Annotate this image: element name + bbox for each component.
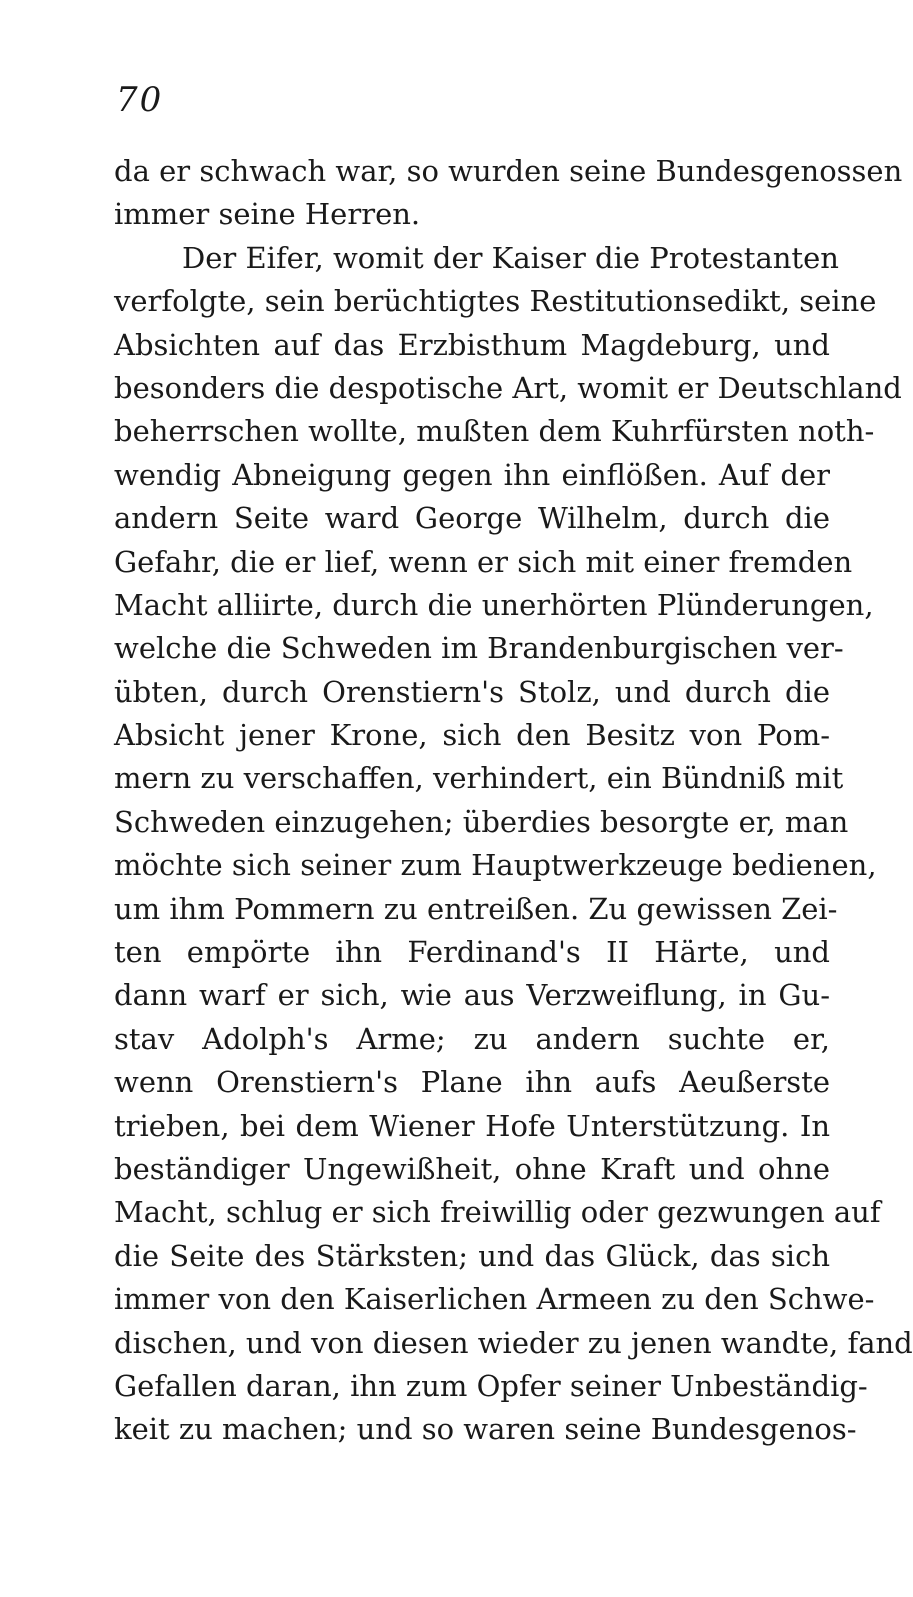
text-line: immer von den Kaiserlichen Armeen zu den Schwe- — [114, 1282, 875, 1317]
text-line: ten empörte ihn Ferdinand's II Härte, und — [114, 935, 830, 970]
body-text — [114, 150, 913, 1452]
text-line: dischen, und von diesen wieder zu jenen wandte, fand — [114, 1325, 913, 1360]
text-line: Der Eifer, womit der Kaiser die Protestanten — [182, 240, 839, 275]
text-line: Absicht jener Krone, sich den Besitz von Pom- — [114, 718, 830, 753]
text-line: da er schwach war, so wurden seine Bundesgenossen — [114, 154, 903, 188]
text-line: beherrschen wollte, mußten dem Kuhrfürsten noth- — [114, 414, 875, 449]
text-line: stav Adolph's Arme; zu andern suchte er, — [114, 1021, 830, 1056]
text-line: Macht, schlug er sich freiwillig oder gezwungen auf — [114, 1195, 881, 1230]
text-line: übten, durch Orenstiern's Stolz, und durch die — [114, 674, 830, 709]
text-line: mern zu verschaffen, verhindert, ein Bündniß mit — [114, 761, 844, 796]
text-line: wendig Abneigung gegen ihn einflößen. Auf der — [114, 457, 830, 492]
text-line: Macht alliirte, durch die unerhörten Plünderungen, — [114, 587, 874, 622]
text-line: die Seite des Stärksten; und das Glück, das sich — [114, 1238, 830, 1273]
text-line: verfolgte, sein berüchtigtes Restitutionsedikt, seine — [114, 284, 877, 319]
text-line: immer seine Herren. — [114, 197, 421, 232]
text-line: keit zu machen; und so waren seine Bundesgenos- — [114, 1412, 857, 1447]
text-line: Gefallen daran, ihn zum Opfer seiner Unbeständig- — [114, 1368, 868, 1403]
text-line: möchte sich seiner zum Hauptwerkzeuge bedienen, — [114, 848, 877, 883]
page-number: 70 — [116, 80, 164, 120]
text-line: Schweden einzugehen; überdies besorgte er, man — [114, 804, 849, 839]
text-line: andern Seite ward George Wilhelm, durch die — [114, 501, 830, 536]
text-line: trieben, bei dem Wiener Hofe Unterstützung. In — [114, 1108, 830, 1143]
text-line: Gefahr, die er lief, wenn er sich mit einer fremden — [114, 544, 853, 579]
text-line: beständiger Ungewißheit, ohne Kraft und ohne — [114, 1151, 830, 1186]
text-line: welche die Schweden im Brandenburgischen ver- — [114, 631, 844, 666]
text-line: um ihm Pommern zu entreißen. Zu gewissen Zei- — [114, 891, 838, 926]
text-line: besonders die despotische Art, womit er Deutschland — [114, 370, 902, 405]
text-line: wenn Orenstiern's Plane ihn aufs Aeußerste — [114, 1065, 830, 1100]
text-line: Absichten auf das Erzbisthum Magdeburg, und — [114, 327, 830, 362]
text-line: dann warf er sich, wie aus Verzweiflung, in Gu- — [114, 978, 830, 1013]
